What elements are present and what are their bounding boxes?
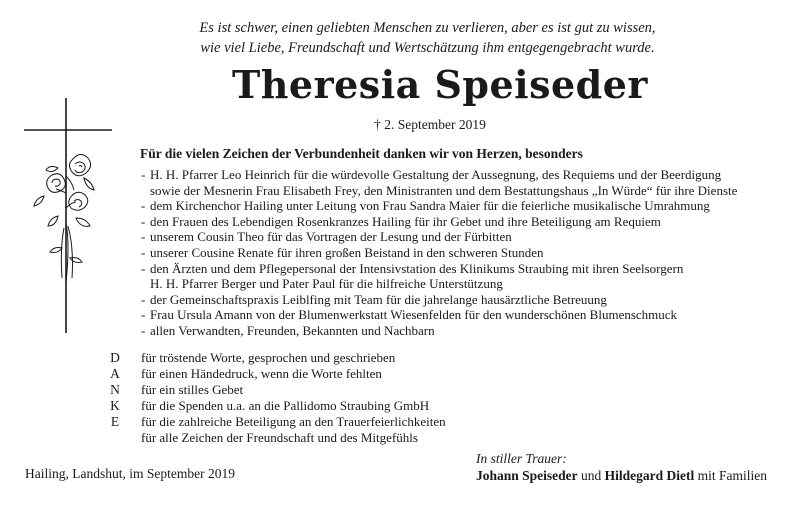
danke-lines <box>141 350 446 446</box>
quote-line-2: wie viel Liebe, Freundschaft und Wertschätzung ihm entgegengebracht wurde. <box>200 40 655 56</box>
thanks-list <box>141 167 737 339</box>
danke-letter: K <box>110 398 120 413</box>
list-item: - unserem Cousin Theo für das Vortragen der Lesung und der Fürbitten <box>141 229 512 245</box>
danke-line: für die Spenden u.a. an die Pallidomo Straubing GmbH <box>141 398 430 413</box>
list-item: - den Frauen des Lebendigen Rosenkranzes Hailing für ihr Gebet und ihre Beteiligung am Requiem <box>141 213 661 229</box>
thanks-heading: Für die vielen Zeichen der Verbundenheit danken wir von Herzen, besonders <box>140 146 583 161</box>
danke-acrostic <box>104 350 126 430</box>
quote-line-1: Es ist schwer, einen geliebten Menschen zu verlieren, aber es ist gut zu wissen, <box>199 20 656 36</box>
mourners-connector: und <box>581 468 602 483</box>
list-item: - allen Verwandten, Freunden, Bekannten und Nachbarn <box>141 322 435 338</box>
mourners-suffix: mit Familien <box>697 468 768 483</box>
mourning-label: In stiller Trauer: <box>476 451 567 466</box>
danke-line: für alle Zeichen der Freundschaft und des Mitgefühls <box>141 430 418 445</box>
list-item: - dem Kirchenchor Hailing unter Leitung von Frau Sandra Maier für die feierliche musikalische Umrahmung <box>141 198 710 214</box>
mourner-2: Hildegard Dietl <box>604 468 695 483</box>
danke-line: für die zahlreiche Beteiligung an den Trauerfeierlichkeiten <box>141 414 446 429</box>
danke-letter: A <box>110 366 120 381</box>
cross-with-roses-icon <box>18 98 118 338</box>
list-item: - der Gemeinschaftspraxis Leiblfing mit Team für die jahrelange hausärztliche Betreuung <box>141 291 607 307</box>
list-item: - den Ärzten und dem Pflegepersonal der Intensivstation des Klinikums Straubing mit ihren Seelsorgern H. H. Pfarrer Berger und Pater Paul für die hilfreiche Unterstützung <box>141 260 684 292</box>
list-item: - Frau Ursula Amann von der Blumenwerkstatt Wiesenfelden für den wunderschönen Blumenschmuck <box>141 307 678 323</box>
list-item: - H. H. Pfarrer Leo Heinrich für die würdevolle Gestaltung der Aussegnung, des Requiems und der Beerdigung sowie der Mesnerin Frau Elisabeth Frey, den Ministranten und dem Bestattungshaus „In Würde“ für ihre Dienste <box>141 167 738 198</box>
danke-letter: N <box>110 382 120 397</box>
memorial-quote <box>190 18 665 58</box>
mourner-1: Johann Speiseder <box>476 468 578 483</box>
danke-line: für tröstende Worte, gesprochen und geschrieben <box>141 350 396 365</box>
danke-letter: D <box>110 350 120 365</box>
death-date: † 2. September 2019 <box>374 117 486 132</box>
list-item: - unserer Cousine Renate für ihren großen Beistand in den schweren Stunden <box>141 244 544 260</box>
danke-line: für ein stilles Gebet <box>141 382 244 397</box>
danke-letter: E <box>110 414 120 429</box>
mourners <box>476 468 767 484</box>
place-date: Hailing, Landshut, im September 2019 <box>25 466 235 481</box>
danke-line: für einen Händedruck, wenn die Worte fehlten <box>141 366 382 381</box>
deceased-name: Theresia Speiseder <box>232 62 648 107</box>
